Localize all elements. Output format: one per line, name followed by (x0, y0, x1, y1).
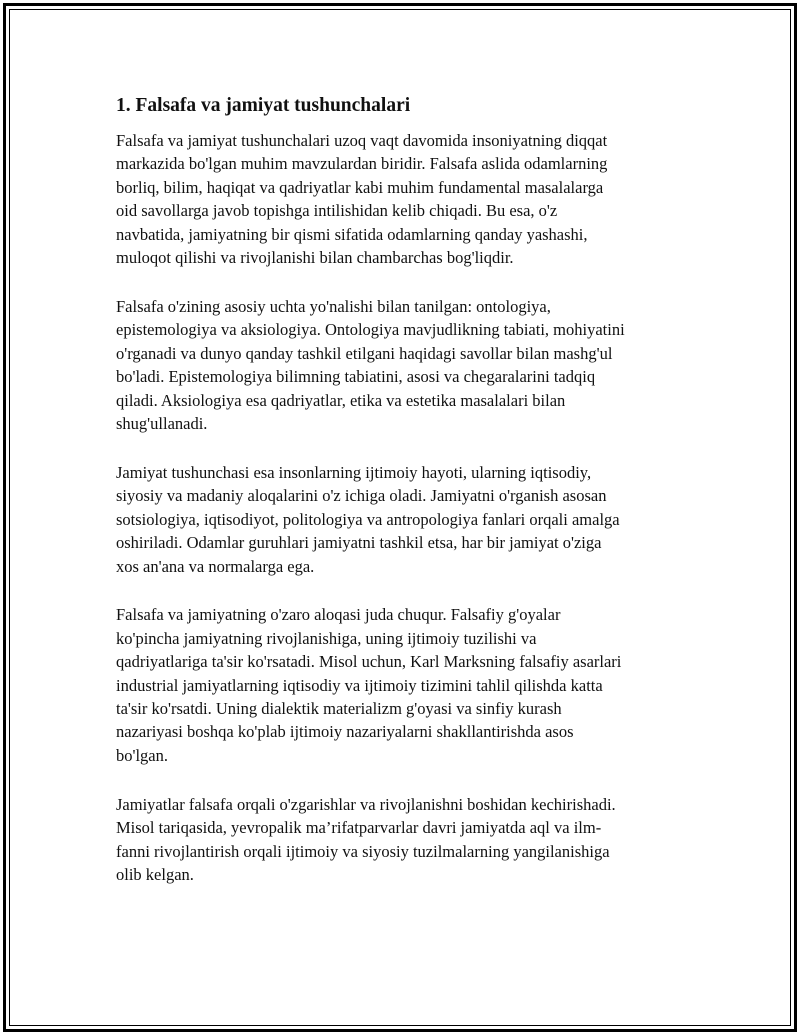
paragraph-5 (116, 793, 706, 887)
text-line: xos an'ana va normalarga ega. (116, 556, 315, 576)
text-line: ta'sir ko'rsatdi. Uning dialektik materializm g'oyasi va sinfiy kurash (116, 699, 562, 719)
text-line: qiladi. Aksiologiya esa qadriyatlar, etika va estetika masalalari bilan (116, 390, 566, 410)
text-line: sotsiologiya, iqtisodiyot, politologiya va antropologiya fanlari orqali amalga (116, 509, 620, 529)
text-line: muloqot qilishi va rivojlanishi bilan chambarchas bog'liqdir. (116, 248, 514, 268)
text-line: nazariyasi boshqa ko'plab ijtimoiy nazariyalarni shakllantirishda asos (116, 722, 574, 742)
text-line: markazida bo'lgan muhim mavzulardan biridir. Falsafa aslida odamlarning (116, 154, 608, 174)
paragraph-3 (116, 461, 706, 578)
text-line: shug'ullanadi. (116, 413, 208, 433)
paragraph-2 (116, 295, 706, 435)
paragraph-4 (116, 603, 706, 767)
text-line: Falsafa va jamiyatning o'zaro aloqasi juda chuqur. Falsafiy g'oyalar (116, 605, 561, 625)
text-line: Jamiyat tushunchasi esa insonlarning ijtimoiy hayoti, ularning iqtisodiy, (116, 462, 592, 482)
paragraph-1 (116, 129, 706, 269)
text-line: borliq, bilim, haqiqat va qadriyatlar kabi muhim fundamental masalalarga (116, 177, 604, 197)
section-heading: 1. Falsafa va jamiyat tushunchalari (116, 95, 411, 116)
text-line: industrial jamiyatlarning iqtisodiy va ijtimoiy tizimini tahlil qilishda katta (116, 675, 603, 695)
text-line: olib kelgan. (116, 864, 194, 884)
text-line: o'rganadi va dunyo qanday tashkil etilgani haqidagi savollar bilan mashg'ul (116, 343, 613, 363)
text-line: siyosiy va madaniy aloqalarini o'z ichiga oladi. Jamiyatni o'rganish asosan (116, 486, 607, 506)
text-line: oid savollarga javob topishga intilishidan kelib chiqadi. Bu esa, o'z (116, 201, 558, 221)
text-line: bo'lgan. (116, 745, 169, 765)
text-line: Falsafa va jamiyat tushunchalari uzoq vaqt davomida insoniyatning diqqat (116, 131, 608, 150)
text-line: oshiriladi. Odamlar guruhlari jamiyatni tashkil etsa, har bir jamiyat o'ziga (116, 533, 602, 553)
document-body (116, 94, 706, 912)
text-line: fanni rivojlantirish orqali ijtimoiy va siyosiy tuzilmalarning yangilanishiga (116, 841, 610, 861)
text-line: ko'pincha jamiyatning rivojlanishiga, uning ijtimoiy tuzilishi va (116, 628, 537, 648)
text-line: Jamiyatlar falsafa orqali o'zgarishlar va rivojlanishni boshidan kechirishadi. (116, 794, 616, 814)
text-line: Falsafa o'zining asosiy uchta yo'nalishi bilan tanilgan: ontologiya, (116, 296, 551, 316)
text-line: qadriyatlariga ta'sir ko'rsatadi. Misol uchun, Karl Marksning falsafiy asarlari (116, 652, 622, 672)
text-line: Misol tariqasida, yevropalik ma’rifatparvarlar davri jamiyatda aql va ilm- (116, 818, 602, 838)
text-line: navbatida, jamiyatning bir qismi sifatida odamlarning qanday yashashi, (116, 224, 588, 244)
text-line: bo'ladi. Epistemologiya bilimning tabiatini, asosi va chegaralarini tadqiq (116, 367, 596, 387)
text-line: epistemologiya va aksiologiya. Ontologiya mavjudlikning tabiati, mohiyatini (116, 320, 625, 340)
